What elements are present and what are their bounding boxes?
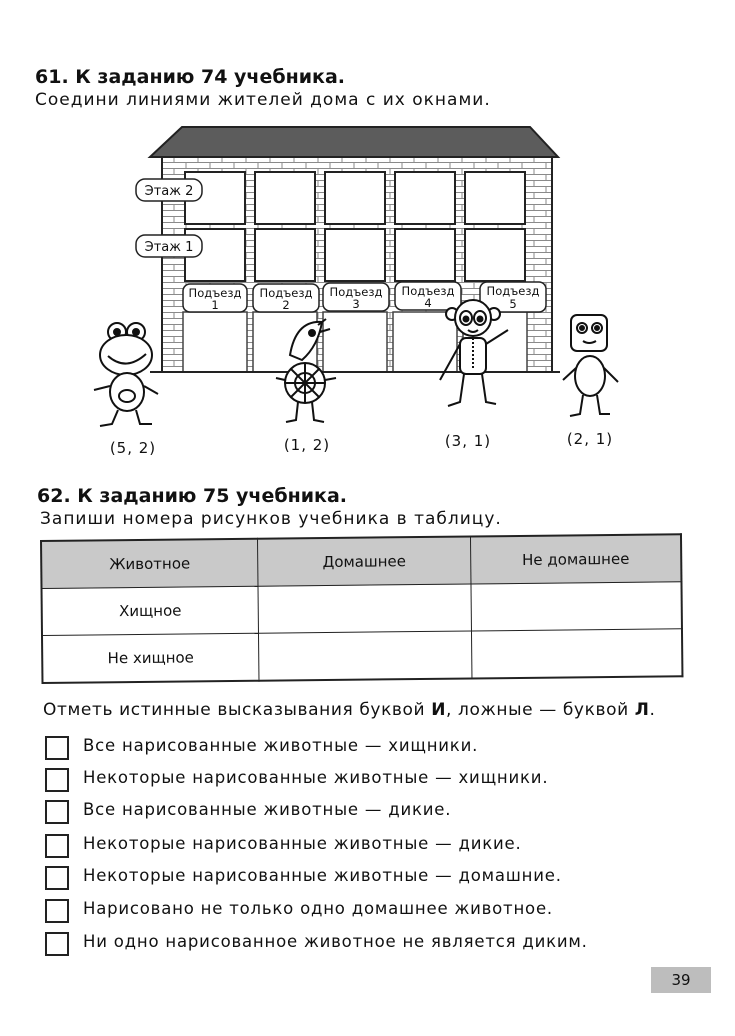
table-cell-wild[interactable]	[471, 582, 682, 631]
entrance-5-num: 5	[509, 297, 517, 311]
entrance-5-word: Подъезд	[486, 284, 540, 298]
statement-checkbox[interactable]	[45, 834, 69, 858]
table-row-label: Хищное	[42, 586, 259, 635]
false-letter: Л	[634, 700, 650, 720]
entrance-3-num: 3	[352, 297, 360, 311]
resident-coords-box-man: (2, 1)	[566, 430, 614, 448]
table-header-wild: Не домашнее	[470, 534, 681, 584]
entrance-4-word: Подъезд	[401, 284, 455, 298]
entrance-2-word: Подъезд	[259, 286, 313, 300]
entrance-2-num: 2	[282, 298, 290, 312]
resident-coords-ball-fish: (1, 2)	[283, 436, 331, 454]
statement-text: Некоторые нарисованные животные — домашние.	[83, 866, 562, 885]
task-62-title: 62. К заданию 75 учебника.	[37, 485, 347, 507]
statement-checkbox[interactable]	[45, 932, 69, 956]
statement-text: Некоторые нарисованные животные — хищники.	[83, 768, 549, 787]
entrance-3-word: Подъезд	[329, 285, 383, 299]
page-number: 39	[651, 967, 711, 993]
statement-checkbox[interactable]	[45, 866, 69, 890]
table-cell-domestic[interactable]	[258, 631, 471, 681]
task-61-title: 61. К заданию 74 учебника.	[35, 66, 345, 88]
table-header-animal: Животное	[41, 539, 258, 589]
table-row	[42, 582, 682, 636]
table-row-label: Не хищное	[42, 633, 259, 683]
table-header-domestic: Домашнее	[257, 536, 470, 586]
statement-checkbox[interactable]	[45, 899, 69, 923]
floor-label-1: Этаж 1	[144, 240, 194, 255]
resident-coords-frog: (5, 2)	[109, 439, 157, 457]
table-cell-wild[interactable]	[471, 629, 682, 679]
statement-text: Все нарисованные животные — дикие.	[83, 800, 452, 819]
intro-text-middle: , ложные — буквой	[446, 700, 635, 720]
task-61-instruction: Соедини линиями жителей дома с их окнами.	[35, 90, 491, 110]
animals-table	[40, 533, 683, 684]
floor-label-2: Этаж 2	[144, 184, 194, 199]
intro-text-before: Отметь истинные высказывания буквой	[43, 700, 432, 720]
entrance-1-word: Подъезд	[188, 286, 242, 300]
windows-floor-1	[185, 229, 525, 281]
statement-text: Нарисовано не только одно домашнее животное.	[83, 899, 553, 918]
table-header-row	[41, 534, 681, 588]
frog-character	[94, 323, 158, 426]
resident-coords-monkey: (3, 1)	[444, 432, 492, 450]
statement-checkbox[interactable]	[45, 736, 69, 760]
entrance-1-num: 1	[211, 298, 219, 312]
statement-text: Некоторые нарисованные животные — дикие.	[83, 834, 522, 853]
task-62-instruction: Запиши номера рисунков учебника в таблицу.	[40, 509, 502, 529]
table-row	[42, 629, 682, 683]
true-letter: И	[431, 700, 447, 720]
entrance-4-num: 4	[424, 296, 432, 310]
windows-floor-2	[185, 172, 525, 224]
statements-intro	[43, 700, 655, 720]
table-cell-domestic[interactable]	[258, 584, 471, 633]
house-illustration	[0, 0, 735, 470]
box-man-character	[563, 315, 618, 416]
statement-checkbox[interactable]	[45, 768, 69, 792]
statement-text: Все нарисованные животные — хищники.	[83, 736, 479, 755]
house-roof	[150, 127, 558, 157]
statement-checkbox[interactable]	[45, 800, 69, 824]
intro-text-after: .	[649, 700, 656, 720]
statement-text: Ни одно нарисованное животное не является диким.	[83, 932, 588, 951]
